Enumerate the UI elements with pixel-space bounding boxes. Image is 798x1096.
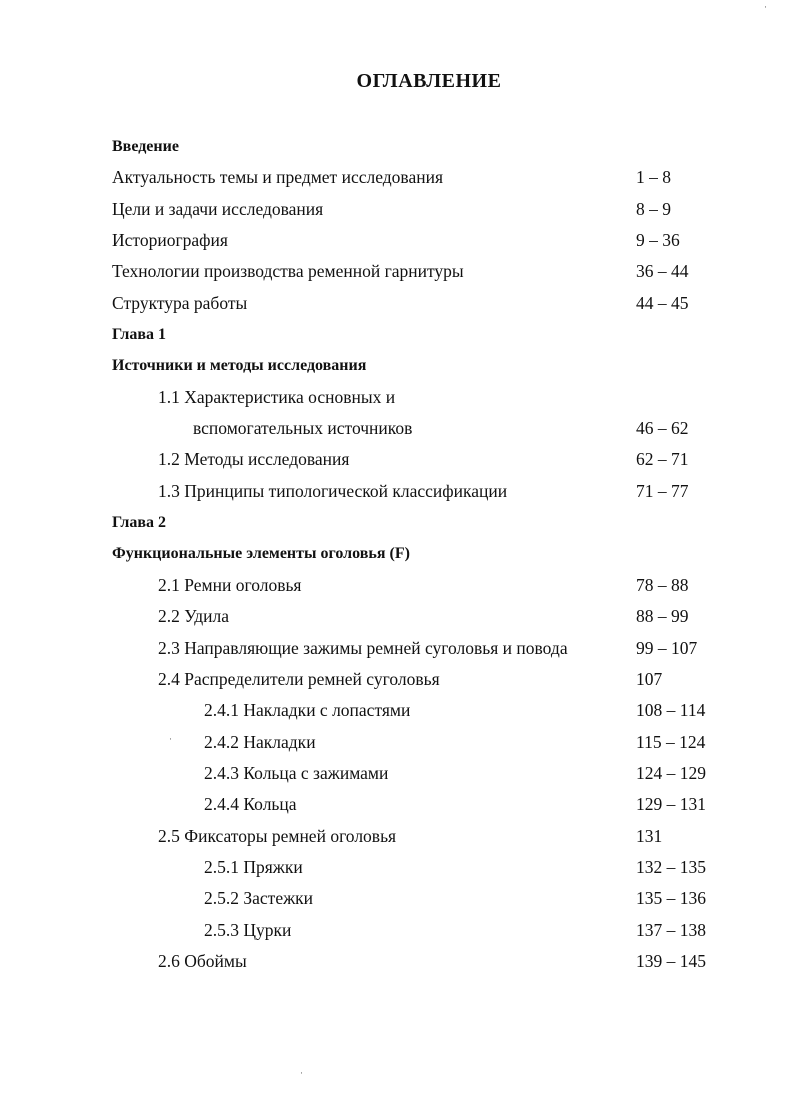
toc-entry-title: вспомогательных источников [193, 418, 413, 439]
toc-entry-title: Источники и методы исследования [112, 357, 367, 375]
toc-entry-title: 2.5.1 Пряжки [204, 856, 303, 877]
toc-entry [0, 194, 798, 225]
toc-entry-pages: 137 – 138 [636, 919, 706, 940]
toc-entry-title: 1.2 Методы исследования [158, 449, 350, 470]
toc-heading-introduction [0, 131, 798, 162]
scan-speck: · [764, 2, 767, 12]
toc-entry-title: Введение [112, 138, 179, 155]
toc-entry [0, 256, 798, 287]
toc-entry-pages: 62 – 71 [636, 449, 689, 470]
toc-entry-pages: 71 – 77 [636, 480, 689, 501]
toc-heading-chapter-2-title [0, 538, 798, 569]
toc-entry-pages: 78 – 88 [636, 574, 689, 595]
toc-entry-title: Функциональные элементы оголовья (F) [112, 545, 410, 563]
toc-entry-pages: 88 – 99 [636, 606, 689, 627]
toc-entry-pages: 46 – 62 [636, 418, 689, 439]
toc-entry-title: 1.3 Принципы типологической классификации [158, 480, 508, 501]
toc-entry-title: 2.4.2 Накладки [204, 731, 316, 752]
toc-entry [0, 476, 798, 507]
toc-entry-title: 2.4.1 Накладки с лопастями [204, 700, 411, 721]
toc-entry-pages: 129 – 131 [636, 794, 706, 815]
toc-entry-pages: 131 [636, 825, 663, 846]
toc-entry [0, 664, 798, 695]
page-title: ОГЛАВЛЕНИЕ [356, 70, 502, 92]
toc-entry-title: 1.1 Характеристика основных и [158, 386, 396, 407]
toc-entry [0, 413, 798, 444]
toc-entry-title: 2.5.2 Застежки [204, 888, 314, 909]
toc-entry-pages: 108 – 114 [636, 700, 706, 721]
toc-entry-pages: 139 – 145 [636, 950, 706, 971]
toc-entry-pages: 135 – 136 [636, 888, 706, 909]
table-of-contents [0, 131, 798, 977]
toc-entry-pages: 9 – 36 [636, 230, 680, 251]
toc-entry [0, 883, 798, 914]
toc-entry-title: Историография [112, 230, 228, 251]
toc-entry-title: Технологии производства ременной гарнитуры [112, 261, 464, 282]
toc-entry-title: Глава 1 [112, 326, 166, 344]
toc-entry-title: Актуальность темы и предмет исследования [112, 167, 443, 188]
toc-entry [0, 821, 798, 852]
toc-entry [0, 852, 798, 883]
toc-entry [0, 789, 798, 820]
toc-entry [0, 162, 798, 193]
toc-heading-chapter-2 [0, 507, 798, 538]
toc-entry [0, 915, 798, 946]
toc-entry [0, 727, 798, 758]
toc-entry-pages: 124 – 129 [636, 762, 706, 783]
toc-entry [0, 444, 798, 475]
toc-entry-pages: 132 – 135 [636, 856, 706, 877]
toc-entry-title: Цели и задачи исследования [112, 198, 324, 219]
toc-entry-title: 2.1 Ремни оголовья [158, 574, 302, 595]
toc-entry-title: Глава 2 [112, 514, 166, 532]
toc-entry-title: 2.6 Обоймы [158, 950, 247, 971]
toc-entry-pages: 99 – 107 [636, 637, 698, 658]
toc-entry [0, 288, 798, 319]
toc-entry-title: 2.2 Удила [158, 606, 229, 627]
toc-entry [0, 601, 798, 632]
toc-entry-title: 2.4 Распределители ремней суголовья [158, 668, 440, 689]
toc-entry-title: 2.3 Направляющие зажимы ремней суголовья и повода [158, 637, 568, 658]
toc-entry-title: 2.5 Фиксаторы ремней оголовья [158, 825, 397, 846]
toc-entry-pages: 115 – 124 [636, 731, 706, 752]
toc-entry [0, 946, 798, 977]
toc-entry-pages: 44 – 45 [636, 292, 689, 313]
toc-entry-pages: 1 – 8 [636, 167, 671, 188]
toc-entry-title: 2.5.3 Цурки [204, 919, 292, 940]
toc-entry-pages: 8 – 9 [636, 198, 671, 219]
toc-entry-pages: 107 [636, 668, 663, 689]
toc-heading-chapter-1 [0, 319, 798, 350]
toc-entry-title: 2.4.4 Кольца [204, 794, 297, 815]
toc-entry [0, 758, 798, 789]
toc-entry-title: Структура работы [112, 292, 248, 313]
toc-entry [0, 570, 798, 601]
toc-heading-chapter-1-title [0, 350, 798, 381]
scan-speck: · [169, 734, 172, 744]
toc-entry [0, 695, 798, 726]
toc-entry [0, 225, 798, 256]
toc-entry-title: 2.4.3 Кольца с зажимами [204, 762, 389, 783]
scan-speck: · [300, 1068, 303, 1078]
toc-entry [0, 382, 798, 413]
toc-entry [0, 633, 798, 664]
toc-entry-pages: 36 – 44 [636, 261, 689, 282]
